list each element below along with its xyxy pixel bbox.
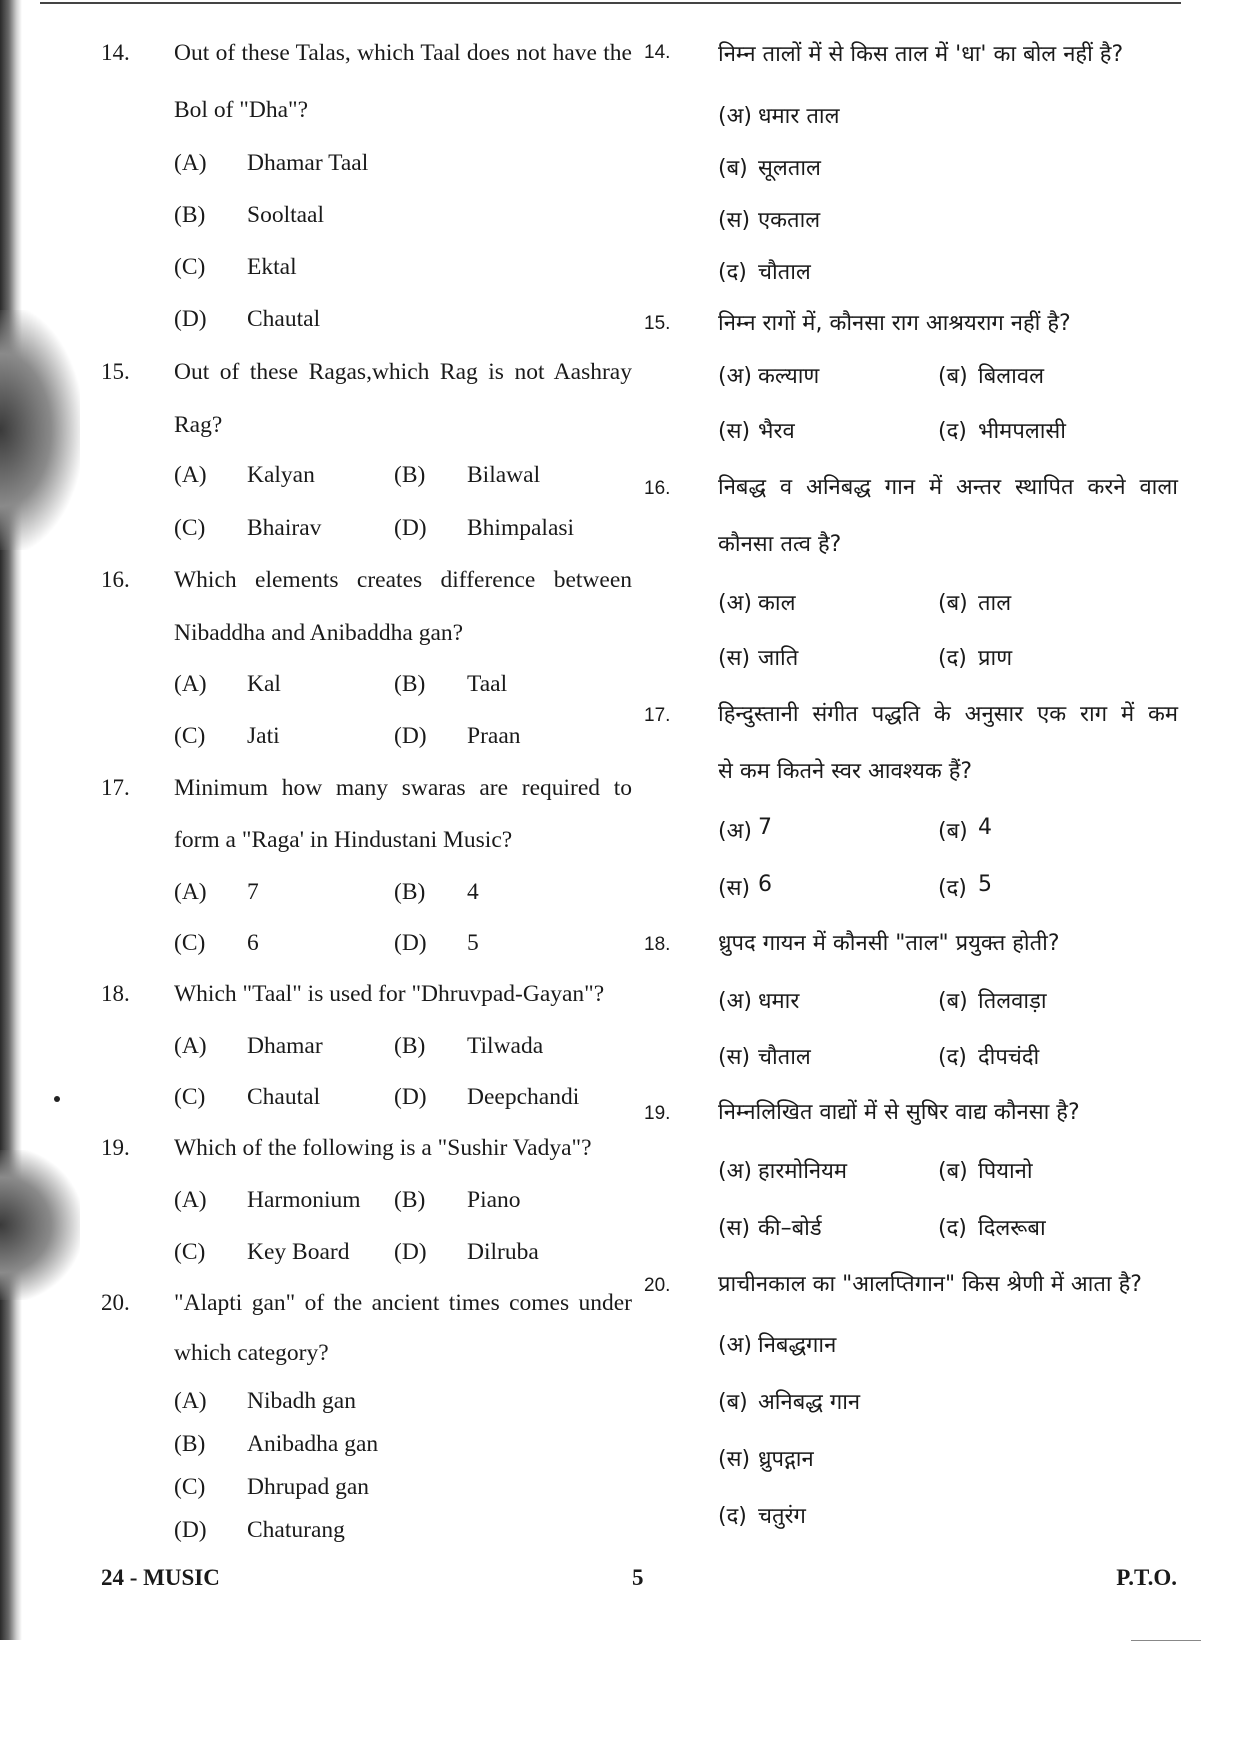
scan-shadow-blob <box>0 310 80 550</box>
scan-shadow-blob <box>0 1150 80 1300</box>
question-number: 16. <box>101 567 130 592</box>
question-number: 20. <box>101 1290 130 1315</box>
question-text: निम्नलिखित वाद्यों में से सुषिर वाद्य कौनसा है? <box>718 1100 1080 1125</box>
top-rule <box>40 2 1181 4</box>
question-number: 15. <box>101 359 130 384</box>
question-text: कौनसा तत्व है? <box>718 532 842 557</box>
scan-edge-shadow <box>0 0 22 1640</box>
question-number: 14. <box>101 40 130 65</box>
question-text: Which of the following is a "Sushir Vadya"? <box>174 1135 592 1161</box>
question-number: 18. <box>644 934 671 955</box>
question-number: 19. <box>101 1135 130 1160</box>
question-number: 18. <box>101 981 130 1006</box>
question-text: Out of these Ragas,which Rag is not Aashray <box>174 359 632 385</box>
question-text: Out of these Talas, which Taal does not have the <box>174 40 632 66</box>
question-number: 19. <box>644 1103 671 1124</box>
question-text: Bol of "Dha"? <box>174 97 309 123</box>
stray-dot <box>54 1096 60 1102</box>
question-text: हिन्दुस्तानी संगीत पद्धति के अनुसार एक राग में कम <box>718 702 1178 727</box>
question-text: Nibaddha and Anibaddha gan? <box>174 620 464 646</box>
question-text: Which "Taal" is used for "Dhruvpad-Gayan"? <box>174 981 605 1007</box>
page-number: 5 <box>632 1565 644 1590</box>
question-number: 14. <box>644 42 671 63</box>
question-number: 17. <box>101 775 130 800</box>
bottom-rule <box>1131 1640 1201 1641</box>
question-number: 15. <box>644 313 671 334</box>
subject-code: 24 - MUSIC <box>101 1565 220 1590</box>
question-text: "Alapti gan" of the ancient times comes under <box>174 1290 632 1316</box>
question-text: Which elements creates difference between <box>174 567 632 593</box>
pto-note: P.T.O. <box>1116 1565 1177 1590</box>
question-text: ध्रुपद गायन में कौनसी "ताल" प्रयुक्त होती? <box>718 931 1060 956</box>
question-text: निबद्ध व अनिबद्ध गान में अन्तर स्थापित करने वाला <box>718 475 1178 500</box>
question-text: Rag? <box>174 412 223 438</box>
question-text: से कम कितने स्वर आवश्यक हैं? <box>718 759 973 784</box>
question-text: Minimum how many swaras are required to <box>174 775 632 801</box>
question-text: which category? <box>174 1340 329 1366</box>
question-number: 20. <box>644 1275 671 1296</box>
question-text: निम्न रागों में, कौनसा राग आश्रयराग नहीं है? <box>718 311 1071 336</box>
question-number: 16. <box>644 478 671 499</box>
question-text: निम्न तालों में से किस ताल में 'धा' का बोल नहीं है? <box>718 42 1124 67</box>
question-text: form a "Raga' in Hindustani Music? <box>174 827 513 853</box>
question-text: प्राचीनकाल का "आलप्तिगान" किस श्रेणी में आता है? <box>718 1272 1142 1297</box>
question-number: 17. <box>644 705 671 726</box>
